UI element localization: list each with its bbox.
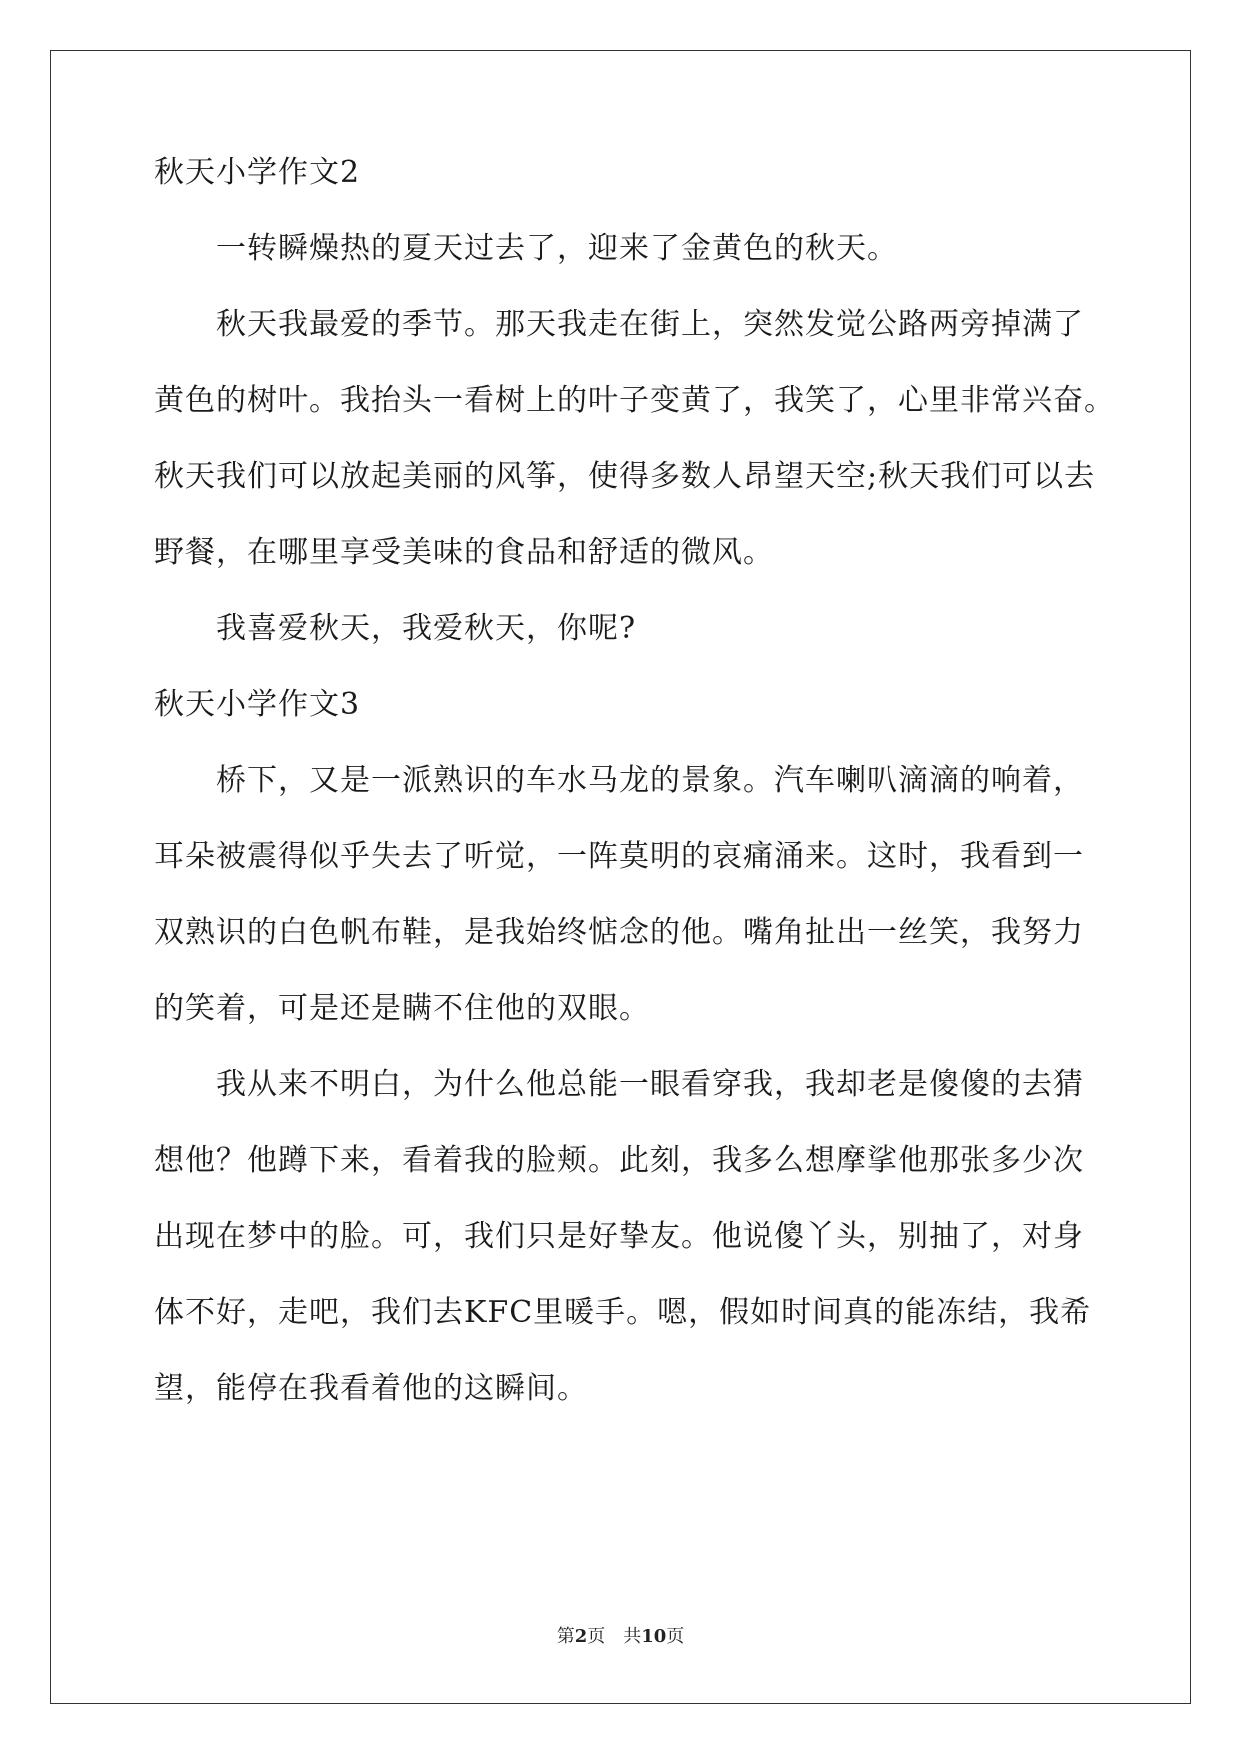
paragraph-line: 耳朵被震得似乎失去了听觉，一阵莫明的哀痛涌来。这时，我看到一 [154,839,1084,874]
paragraph-line: 黄色的树叶。我抬头一看树上的叶子变黄了，我笑了，心里非常兴奋。 [154,383,1115,418]
page-suffix: 页 [587,1626,606,1647]
paragraph-line: 双熟识的白色帆布鞋，是我始终惦念的他。嘴角扯出一丝笑，我努力 [154,915,1084,950]
paragraph-line: 想他？他蹲下来，看着我的脸颊。此刻，我多么想摩挲他那张多少次 [154,1143,1084,1178]
paragraph-line: 我喜爱秋天，我爱秋天，你呢? [216,611,637,646]
page-prefix: 第 [556,1626,575,1647]
paragraph-line: 秋天我们可以放起美丽的风筝，使得多数人昂望天空;秋天我们可以去 [154,459,1096,494]
paragraph-line: 体不好，走吧，我们去KFC里暖手。嗯，假如时间真的能冻结，我希 [154,1295,1092,1330]
paragraph-line: 出现在梦中的脸。可，我们只是好挚友。他说傻丫头，别抽了，对身 [154,1219,1084,1254]
paragraph-line: 望，能停在我看着他的这瞬间。 [154,1371,588,1406]
total-suffix: 页 [666,1626,685,1647]
paragraph-line: 桥下，又是一派熟识的车水马龙的景象。汽车喇叭滴滴的响着， [216,763,1084,798]
page-border [50,50,1191,1704]
paragraph-line: 一转瞬燥热的夏天过去了，迎来了金黄色的秋天。 [216,231,898,266]
paragraph-line: 的笑着，可是还是瞒不住他的双眼。 [154,991,650,1026]
page-current: 2 [574,1626,588,1647]
essay-heading-3: 秋天小学作文3 [154,687,361,722]
page-footer [0,1628,1241,1646]
total-prefix: 共 [623,1626,642,1647]
paragraph-line: 我从来不明白，为什么他总能一眼看穿我，我却老是傻傻的去猜 [216,1067,1084,1102]
essay-heading-2: 秋天小学作文2 [154,155,361,190]
page-total: 10 [641,1626,667,1647]
paragraph-line: 秋天我最爱的季节。那天我走在街上，突然发觉公路两旁掉满了 [216,307,1084,342]
paragraph-line: 野餐，在哪里享受美味的食品和舒适的微风。 [154,535,774,570]
